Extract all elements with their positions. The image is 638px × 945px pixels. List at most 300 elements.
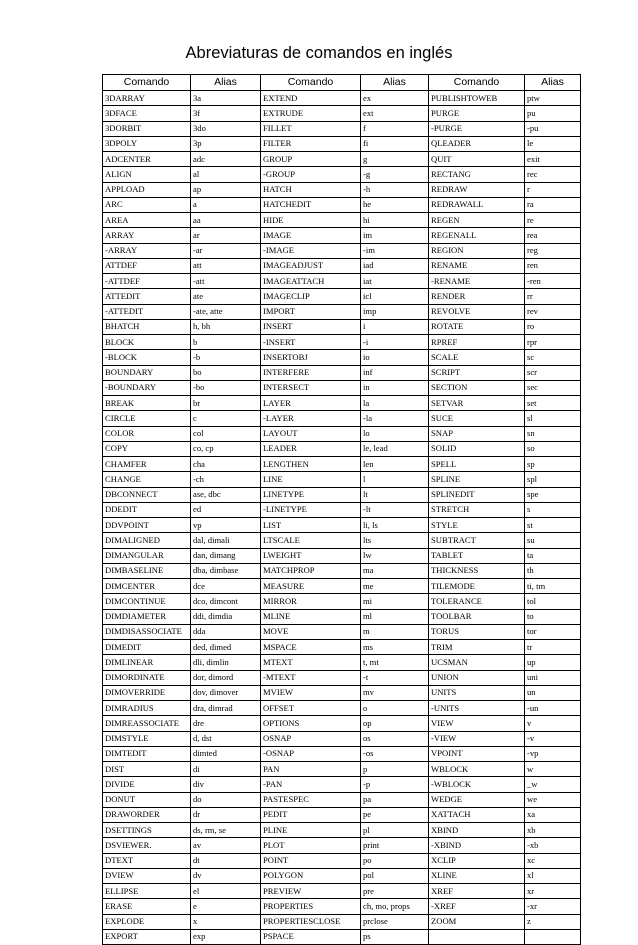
- table-row: [103, 762, 581, 777]
- command-cell: XCLIP: [429, 853, 525, 868]
- command-cell: ELLIPSE: [103, 884, 191, 899]
- command-cell: SCRIPT: [429, 365, 525, 380]
- command-cell: INTERSECT: [261, 380, 361, 395]
- command-cell: LTSCALE: [261, 533, 361, 548]
- alias-cell: spl: [525, 472, 581, 487]
- command-cell: DIVIDE: [103, 777, 191, 792]
- command-cell: AREA: [103, 213, 191, 228]
- command-cell: XLINE: [429, 868, 525, 883]
- alias-cell: ta: [525, 548, 581, 563]
- command-cell: RENDER: [429, 289, 525, 304]
- command-cell: UNION: [429, 670, 525, 685]
- command-cell: DIMSTYLE: [103, 731, 191, 746]
- alias-cell: aa: [191, 213, 261, 228]
- alias-cell: dre: [191, 716, 261, 731]
- alias-cell: al: [191, 167, 261, 182]
- alias-cell: sc: [525, 350, 581, 365]
- command-cell: 3DORBIT: [103, 121, 191, 136]
- command-cell: HATCH: [261, 182, 361, 197]
- command-cell: BLOCK: [103, 335, 191, 350]
- table-row: [103, 670, 581, 685]
- alias-cell: sp: [525, 457, 581, 472]
- command-cell: WEDGE: [429, 792, 525, 807]
- alias-cell: ds, rm, se: [191, 823, 261, 838]
- alias-cell: uni: [525, 670, 581, 685]
- command-cell: BOUNDARY: [103, 365, 191, 380]
- alias-cell: co, cp: [191, 441, 261, 456]
- command-cell: PROPERTIES: [261, 899, 361, 914]
- command-cell: CIRCLE: [103, 411, 191, 426]
- command-cell: MIRROR: [261, 594, 361, 609]
- alias-cell: ml: [361, 609, 429, 624]
- table-row: [103, 929, 581, 944]
- command-cell: COLOR: [103, 426, 191, 441]
- command-cell: PASTESPEC: [261, 792, 361, 807]
- command-cell: LIST: [261, 518, 361, 533]
- table-row: [103, 289, 581, 304]
- command-cell: ERASE: [103, 899, 191, 914]
- table-row: [103, 396, 581, 411]
- command-cell: EXTEND: [261, 91, 361, 106]
- alias-cell: rr: [525, 289, 581, 304]
- alias-cell: br: [191, 396, 261, 411]
- alias-cell: b: [191, 335, 261, 350]
- command-cell: DIMDISASSOCIATE: [103, 624, 191, 639]
- command-cell: GROUP: [261, 152, 361, 167]
- command-cell: -RENAME: [429, 274, 525, 289]
- command-cell: UCSMAN: [429, 655, 525, 670]
- command-cell: OPTIONS: [261, 716, 361, 731]
- table-row: [103, 121, 581, 136]
- alias-cell: scr: [525, 365, 581, 380]
- command-cell: SOLID: [429, 441, 525, 456]
- alias-cell: we: [525, 792, 581, 807]
- command-cell: DONUT: [103, 792, 191, 807]
- alias-cell: -bo: [191, 380, 261, 395]
- command-cell: -INSERT: [261, 335, 361, 350]
- header-comando: Comando: [261, 75, 361, 91]
- command-cell: WBLOCK: [429, 762, 525, 777]
- alias-cell: tol: [525, 594, 581, 609]
- alias-cell: so: [525, 441, 581, 456]
- table-row: [103, 243, 581, 258]
- command-cell: RPREF: [429, 335, 525, 350]
- command-cell: UNITS: [429, 685, 525, 700]
- alias-cell: len: [361, 457, 429, 472]
- command-cell: MTEXT: [261, 655, 361, 670]
- command-cell: LAYOUT: [261, 426, 361, 441]
- command-cell: FILLET: [261, 121, 361, 136]
- command-cell: STRETCH: [429, 502, 525, 517]
- command-cell: FILTER: [261, 136, 361, 151]
- command-cell: EXPORT: [103, 929, 191, 944]
- command-cell: DIMBASELINE: [103, 563, 191, 578]
- table-row: [103, 441, 581, 456]
- command-cell: DIMCONTINUE: [103, 594, 191, 609]
- command-cell: ZOOM: [429, 914, 525, 929]
- command-cell: LEADER: [261, 441, 361, 456]
- command-cell: RECTANG: [429, 167, 525, 182]
- table-row: [103, 182, 581, 197]
- alias-cell: th: [525, 563, 581, 578]
- alias-cell: -xb: [525, 838, 581, 853]
- command-cell: LENGTHEN: [261, 457, 361, 472]
- alias-cell: pa: [361, 792, 429, 807]
- alias-cell: ren: [525, 258, 581, 273]
- alias-cell: st: [525, 518, 581, 533]
- table-row: [103, 685, 581, 700]
- command-cell: PAN: [261, 762, 361, 777]
- alias-cell: dda: [191, 624, 261, 639]
- alias-cell: cha: [191, 457, 261, 472]
- command-cell: IMPORT: [261, 304, 361, 319]
- command-cell: ATTDEF: [103, 258, 191, 273]
- alias-cell: z: [525, 914, 581, 929]
- command-cell: TRIM: [429, 640, 525, 655]
- command-cell: -ARRAY: [103, 243, 191, 258]
- command-cell: -ATTEDIT: [103, 304, 191, 319]
- alias-cell: exp: [191, 929, 261, 944]
- command-cell: SUBTRACT: [429, 533, 525, 548]
- table-row: [103, 579, 581, 594]
- command-cell: INTERFERE: [261, 365, 361, 380]
- alias-cell: t, mt: [361, 655, 429, 670]
- alias-cell: ti, tm: [525, 579, 581, 594]
- alias-cell: ra: [525, 197, 581, 212]
- command-cell: MEASURE: [261, 579, 361, 594]
- command-cell: PURGE: [429, 106, 525, 121]
- alias-cell: f: [361, 121, 429, 136]
- command-cell: -IMAGE: [261, 243, 361, 258]
- table-row: [103, 777, 581, 792]
- table-row: [103, 716, 581, 731]
- alias-cell: ps: [361, 929, 429, 944]
- alias-cell: mv: [361, 685, 429, 700]
- command-cell: MVIEW: [261, 685, 361, 700]
- command-cell: HATCHEDIT: [261, 197, 361, 212]
- command-cell: 3DARRAY: [103, 91, 191, 106]
- alias-cell: ma: [361, 563, 429, 578]
- alias-cell: -t: [361, 670, 429, 685]
- command-cell: TOOLBAR: [429, 609, 525, 624]
- command-cell: EXPLODE: [103, 914, 191, 929]
- alias-cell: c: [191, 411, 261, 426]
- table-row: [103, 807, 581, 822]
- command-cell: -XREF: [429, 899, 525, 914]
- table-row: [103, 106, 581, 121]
- command-cell: MLINE: [261, 609, 361, 624]
- command-cell: -ATTDEF: [103, 274, 191, 289]
- alias-cell: -ate, atte: [191, 304, 261, 319]
- command-cell: POINT: [261, 853, 361, 868]
- table-row: [103, 640, 581, 655]
- header-alias: Alias: [525, 75, 581, 91]
- command-cell: SETVAR: [429, 396, 525, 411]
- alias-cell: im: [361, 228, 429, 243]
- command-cell: DIMTEDIT: [103, 746, 191, 761]
- command-cell: VIEW: [429, 716, 525, 731]
- command-cell: DIMCENTER: [103, 579, 191, 594]
- alias-cell: 3f: [191, 106, 261, 121]
- header-alias: Alias: [191, 75, 261, 91]
- command-cell: OSNAP: [261, 731, 361, 746]
- command-cell: REGION: [429, 243, 525, 258]
- alias-cell: ptw: [525, 91, 581, 106]
- command-cell: -PURGE: [429, 121, 525, 136]
- command-cell: DIMREASSOCIATE: [103, 716, 191, 731]
- table-row: [103, 594, 581, 609]
- alias-cell: dt: [191, 853, 261, 868]
- alias-cell: ex: [361, 91, 429, 106]
- command-cell: DIMDIAMETER: [103, 609, 191, 624]
- alias-cell: -i: [361, 335, 429, 350]
- table-row: [103, 487, 581, 502]
- command-cell: QUIT: [429, 152, 525, 167]
- command-cell: -OSNAP: [261, 746, 361, 761]
- alias-cell: _w: [525, 777, 581, 792]
- table-header-row: [103, 75, 581, 91]
- command-cell: -PAN: [261, 777, 361, 792]
- alias-cell: la: [361, 396, 429, 411]
- alias-cell: pe: [361, 807, 429, 822]
- command-cell: PEDIT: [261, 807, 361, 822]
- alias-cell: ed: [191, 502, 261, 517]
- command-cell: PLINE: [261, 823, 361, 838]
- command-cell: DDVPOINT: [103, 518, 191, 533]
- alias-cell: pu: [525, 106, 581, 121]
- alias-cell: rpr: [525, 335, 581, 350]
- command-cell: DIMOVERRIDE: [103, 685, 191, 700]
- command-cell: -BLOCK: [103, 350, 191, 365]
- command-cell: PLOT: [261, 838, 361, 853]
- command-cell: -VIEW: [429, 731, 525, 746]
- command-cell: BHATCH: [103, 319, 191, 334]
- command-cell: ARRAY: [103, 228, 191, 243]
- command-cell: REDRAW: [429, 182, 525, 197]
- command-cell: PROPERTIESCLOSE: [261, 914, 361, 929]
- alias-cell: di: [191, 762, 261, 777]
- alias-cell: dr: [191, 807, 261, 822]
- alias-cell: 3a: [191, 91, 261, 106]
- alias-cell: in: [361, 380, 429, 395]
- command-cell: BREAK: [103, 396, 191, 411]
- command-cell: DIST: [103, 762, 191, 777]
- alias-cell: -g: [361, 167, 429, 182]
- alias-cell: he: [361, 197, 429, 212]
- table-row: [103, 411, 581, 426]
- command-cell: DIMEDIT: [103, 640, 191, 655]
- table-row: [103, 899, 581, 914]
- alias-cell: print: [361, 838, 429, 853]
- alias-cell: -h: [361, 182, 429, 197]
- alias-cell: pol: [361, 868, 429, 883]
- alias-cell: dan, dimang: [191, 548, 261, 563]
- table-row: [103, 655, 581, 670]
- alias-cell: ase, dbc: [191, 487, 261, 502]
- alias-cell: icl: [361, 289, 429, 304]
- alias-cell: div: [191, 777, 261, 792]
- alias-cell: me: [361, 579, 429, 594]
- alias-cell: to: [525, 609, 581, 624]
- alias-cell: -att: [191, 274, 261, 289]
- alias-cell: tor: [525, 624, 581, 639]
- command-cell: STYLE: [429, 518, 525, 533]
- table-row: [103, 884, 581, 899]
- table-row: [103, 258, 581, 273]
- table-row: [103, 365, 581, 380]
- table-row: [103, 274, 581, 289]
- alias-cell: up: [525, 655, 581, 670]
- alias-cell: bo: [191, 365, 261, 380]
- command-cell: DSETTINGS: [103, 823, 191, 838]
- command-cell: -LINETYPE: [261, 502, 361, 517]
- table-row: [103, 304, 581, 319]
- table-row: [103, 457, 581, 472]
- alias-cell: imp: [361, 304, 429, 319]
- table-row: [103, 152, 581, 167]
- command-cell: TOLERANCE: [429, 594, 525, 609]
- command-cell: THICKNESS: [429, 563, 525, 578]
- commands-table: [102, 74, 581, 945]
- alias-cell: pl: [361, 823, 429, 838]
- command-cell: -MTEXT: [261, 670, 361, 685]
- alias-cell: ch, mo, props: [361, 899, 429, 914]
- alias-cell: iad: [361, 258, 429, 273]
- table-row: [103, 335, 581, 350]
- command-cell: [429, 929, 525, 944]
- alias-cell: re: [525, 213, 581, 228]
- table-row: [103, 91, 581, 106]
- command-cell: SUCE: [429, 411, 525, 426]
- alias-cell: ext: [361, 106, 429, 121]
- command-cell: SECTION: [429, 380, 525, 395]
- command-cell: SPLINEDIT: [429, 487, 525, 502]
- alias-cell: os: [361, 731, 429, 746]
- alias-cell: -un: [525, 701, 581, 716]
- command-cell: DDEDIT: [103, 502, 191, 517]
- alias-cell: -ren: [525, 274, 581, 289]
- table-row: [103, 624, 581, 639]
- alias-cell: [525, 929, 581, 944]
- alias-cell: le: [525, 136, 581, 151]
- alias-cell: i: [361, 319, 429, 334]
- table-row: [103, 701, 581, 716]
- command-cell: LAYER: [261, 396, 361, 411]
- command-cell: MOVE: [261, 624, 361, 639]
- command-cell: RENAME: [429, 258, 525, 273]
- alias-cell: li, ls: [361, 518, 429, 533]
- alias-cell: -vp: [525, 746, 581, 761]
- alias-cell: rea: [525, 228, 581, 243]
- table-row: [103, 914, 581, 929]
- command-cell: -GROUP: [261, 167, 361, 182]
- command-cell: XREF: [429, 884, 525, 899]
- alias-cell: su: [525, 533, 581, 548]
- alias-cell: g: [361, 152, 429, 167]
- alias-cell: ro: [525, 319, 581, 334]
- alias-cell: a: [191, 197, 261, 212]
- alias-cell: fi: [361, 136, 429, 151]
- command-cell: PREVIEW: [261, 884, 361, 899]
- command-cell: SNAP: [429, 426, 525, 441]
- header-alias: Alias: [361, 75, 429, 91]
- table-row: [103, 609, 581, 624]
- command-cell: LINETYPE: [261, 487, 361, 502]
- command-cell: ROTATE: [429, 319, 525, 334]
- alias-cell: xl: [525, 868, 581, 883]
- command-cell: EXTRUDE: [261, 106, 361, 121]
- alias-cell: l: [361, 472, 429, 487]
- alias-cell: dce: [191, 579, 261, 594]
- alias-cell: iat: [361, 274, 429, 289]
- command-cell: INSERT: [261, 319, 361, 334]
- alias-cell: -im: [361, 243, 429, 258]
- alias-cell: xa: [525, 807, 581, 822]
- command-cell: SCALE: [429, 350, 525, 365]
- alias-cell: dra, dimrad: [191, 701, 261, 716]
- alias-cell: v: [525, 716, 581, 731]
- table-row: [103, 853, 581, 868]
- command-cell: LWEIGHT: [261, 548, 361, 563]
- command-cell: -WBLOCK: [429, 777, 525, 792]
- alias-cell: s: [525, 502, 581, 517]
- table-row: [103, 563, 581, 578]
- alias-cell: rec: [525, 167, 581, 182]
- alias-cell: vp: [191, 518, 261, 533]
- alias-cell: op: [361, 716, 429, 731]
- command-cell: -BOUNDARY: [103, 380, 191, 395]
- alias-cell: ate: [191, 289, 261, 304]
- alias-cell: lt: [361, 487, 429, 502]
- alias-cell: do: [191, 792, 261, 807]
- command-cell: IMAGE: [261, 228, 361, 243]
- alias-cell: -p: [361, 777, 429, 792]
- alias-cell: ar: [191, 228, 261, 243]
- command-cell: 3DFACE: [103, 106, 191, 121]
- command-cell: XBIND: [429, 823, 525, 838]
- command-cell: POLYGON: [261, 868, 361, 883]
- command-cell: DIMRADIUS: [103, 701, 191, 716]
- alias-cell: p: [361, 762, 429, 777]
- command-cell: MSPACE: [261, 640, 361, 655]
- table-row: [103, 228, 581, 243]
- command-cell: SPELL: [429, 457, 525, 472]
- alias-cell: ded, dimed: [191, 640, 261, 655]
- command-cell: TORUS: [429, 624, 525, 639]
- alias-cell: x: [191, 914, 261, 929]
- alias-cell: dba, dimbase: [191, 563, 261, 578]
- command-cell: 3DPOLY: [103, 136, 191, 151]
- alias-cell: io: [361, 350, 429, 365]
- alias-cell: mi: [361, 594, 429, 609]
- alias-cell: ap: [191, 182, 261, 197]
- command-cell: -XBIND: [429, 838, 525, 853]
- alias-cell: -xr: [525, 899, 581, 914]
- command-cell: DIMORDINATE: [103, 670, 191, 685]
- table-row: [103, 823, 581, 838]
- alias-cell: xb: [525, 823, 581, 838]
- alias-cell: set: [525, 396, 581, 411]
- command-cell: CHANGE: [103, 472, 191, 487]
- table-row: [103, 731, 581, 746]
- alias-cell: -ch: [191, 472, 261, 487]
- alias-cell: sl: [525, 411, 581, 426]
- alias-cell: -la: [361, 411, 429, 426]
- alias-cell: col: [191, 426, 261, 441]
- alias-cell: reg: [525, 243, 581, 258]
- alias-cell: tr: [525, 640, 581, 655]
- alias-cell: dal, dimali: [191, 533, 261, 548]
